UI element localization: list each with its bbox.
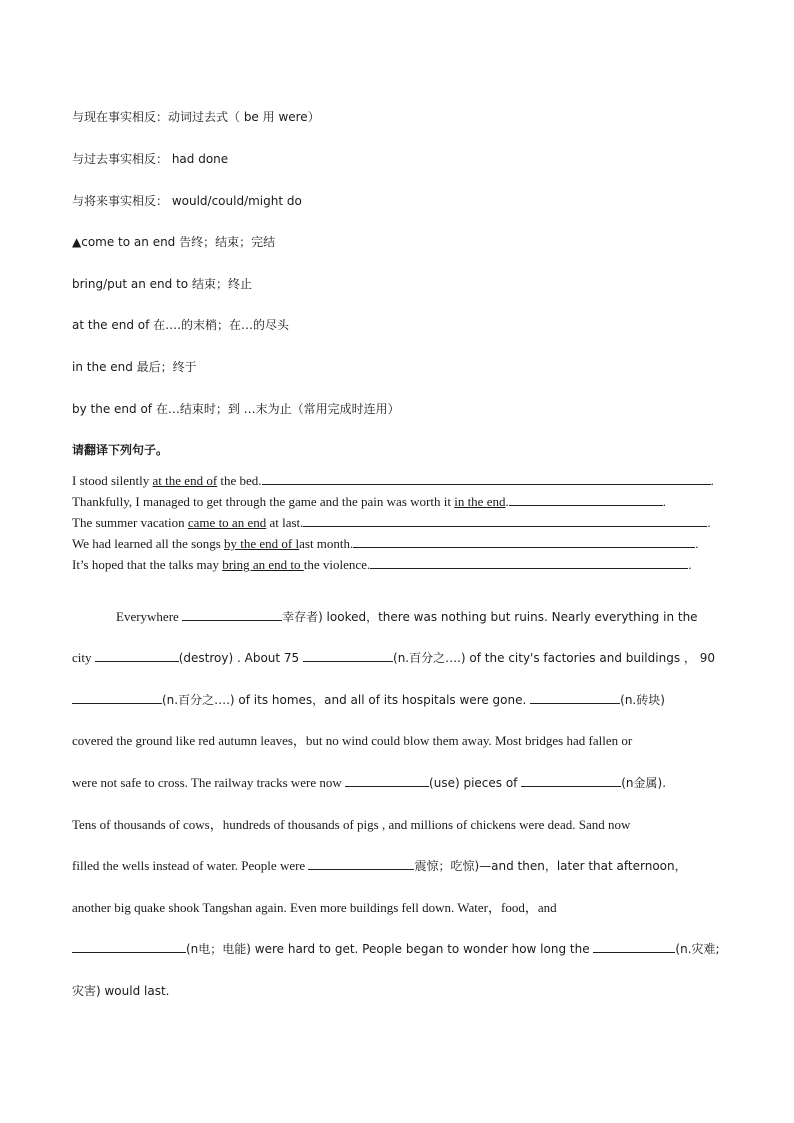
blank-electricity[interactable] bbox=[72, 941, 186, 953]
passage-hint: (n.百分之….) of the city's factories and buildings ， 90 bbox=[393, 651, 715, 665]
key-phrase: bring an end to bbox=[222, 557, 304, 572]
passage-hint: 震惊；吃惊)—and then，later that afternoon， bbox=[414, 859, 687, 873]
sentence-text: We had learned all the songs bbox=[72, 536, 225, 551]
passage-text: Everywhere bbox=[116, 609, 183, 624]
key-phrase: in the end bbox=[454, 494, 506, 509]
sentence-2: Thankfully, I managed to get through the game and the pain was worth it in the end. . bbox=[72, 494, 666, 509]
answer-line[interactable] bbox=[353, 536, 695, 548]
sentence-4: We had learned all the songs by the end of last month. . bbox=[72, 536, 699, 551]
passage-line-4: covered the ground like red autumn leaves，but no wind could blow them away. Most bridges had fallen or bbox=[72, 733, 633, 748]
answer-line[interactable] bbox=[303, 515, 707, 527]
passage-line-6: Tens of thousands of cows，hundreds of thousands of pigs , and millions of chickens were dead. Sand now bbox=[72, 817, 631, 832]
phrase-come-to-an-end: ▲come to an end 告终；结束；完结 bbox=[72, 235, 276, 249]
rule-past-contrary: 与过去事实相反： had done bbox=[72, 152, 229, 166]
blank-disaster[interactable] bbox=[593, 941, 675, 953]
blank-destroy[interactable] bbox=[95, 650, 179, 662]
sentence-text: at last. bbox=[266, 515, 304, 530]
answer-line[interactable] bbox=[370, 557, 688, 569]
passage-line-3 bbox=[72, 691, 665, 709]
key-phrase: by the end of l bbox=[224, 536, 300, 551]
passage-text: filled the wells instead of water. People were bbox=[72, 858, 309, 873]
passage-text: were not safe to cross. The railway tracks were now bbox=[72, 775, 346, 790]
translate-title: 请翻译下列句子。 bbox=[72, 443, 169, 457]
passage-line-9 bbox=[72, 940, 720, 958]
phrase-in-the-end: in the end 最后；终于 bbox=[72, 360, 197, 374]
passage-hint: (n金属). bbox=[621, 776, 667, 790]
rule-present-contrary: 与现在事实相反：动词过去式（ be 用 were） bbox=[72, 110, 320, 124]
blank-percent-2[interactable] bbox=[72, 692, 162, 704]
sentence-5: It’s hoped that the talks may bring an end to the violence. . bbox=[72, 557, 692, 572]
blank-use[interactable] bbox=[345, 775, 429, 787]
sentence-text: It’s hoped that the talks may bbox=[72, 557, 223, 572]
blank-percent-1[interactable] bbox=[303, 650, 393, 662]
passage-line-2 bbox=[72, 649, 715, 667]
sentence-text: Thankfully, I managed to get through the game and the pain was worth it bbox=[72, 494, 455, 509]
phrase-by-the-end-of: by the end of 在…结束时；到 …末为止（常用完成时连用） bbox=[72, 402, 400, 416]
passage-hint: 幸存者) looked，there was nothing but ruins. Nearly everything in the bbox=[282, 610, 698, 624]
passage-line-10: 灾害) would last. bbox=[72, 984, 170, 998]
blank-shocked[interactable] bbox=[308, 858, 414, 870]
sentence-text: I stood silently bbox=[72, 473, 153, 488]
sentence-text: the violence. bbox=[303, 557, 371, 572]
sentence-text: the bed. bbox=[217, 473, 262, 488]
passage-line-1 bbox=[116, 608, 698, 626]
sentence-text: The summer vacation bbox=[72, 515, 188, 530]
passage-hint: (n电；电能) were hard to get. People began to wonder how long the bbox=[186, 942, 594, 956]
sentence-text: . bbox=[505, 494, 509, 509]
passage-line-8: another big quake shook Tangshan again. Even more buildings fell down. Water，food，and bbox=[72, 900, 557, 915]
passage-text: city bbox=[72, 650, 95, 665]
blank-metal[interactable] bbox=[521, 775, 621, 787]
passage-hint: (destroy) . About 75 bbox=[178, 651, 304, 665]
blank-survivors[interactable] bbox=[182, 609, 282, 621]
passage-hint: (n.百分之….) of its homes，and all of its hospitals were gone. bbox=[162, 693, 531, 707]
answer-line[interactable] bbox=[509, 494, 663, 506]
phrase-bring-an-end-to: bring/put an end to 结束；终止 bbox=[72, 277, 252, 291]
sentence-1: I stood silently at the end of the bed. . bbox=[72, 473, 714, 488]
key-phrase: came to an end bbox=[187, 515, 267, 530]
rule-future-contrary: 与将来事实相反： would/could/might do bbox=[72, 194, 302, 208]
passage-hint: (n.砖块) bbox=[620, 693, 665, 707]
passage-line-5 bbox=[72, 774, 666, 792]
blank-bricks[interactable] bbox=[530, 692, 620, 704]
sentence-3: The summer vacation came to an end at last. . bbox=[72, 515, 711, 530]
passage-hint: (n.灾难; bbox=[675, 942, 720, 956]
sentence-text: ast month. bbox=[299, 536, 354, 551]
passage-line-7 bbox=[72, 857, 687, 875]
passage-hint: (use) pieces of bbox=[429, 776, 522, 790]
key-phrase: at the end of bbox=[152, 473, 218, 488]
answer-line[interactable] bbox=[262, 473, 711, 485]
phrase-at-the-end-of: at the end of 在….的末梢；在…的尽头 bbox=[72, 318, 289, 332]
